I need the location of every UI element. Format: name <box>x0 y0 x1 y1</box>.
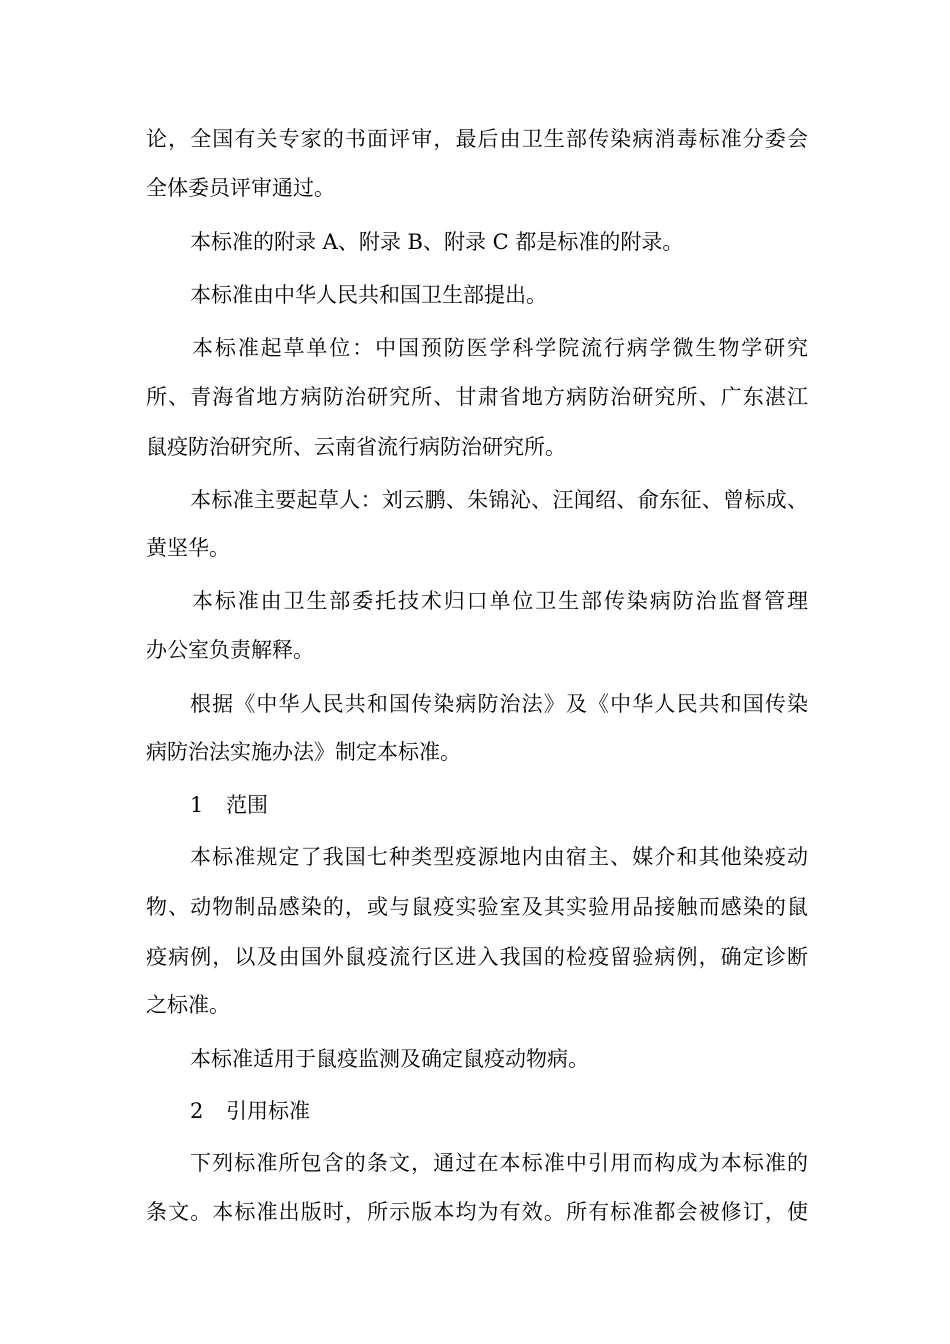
paragraph-drafters: 本标准主要起草人：刘云鹏、朱锦沁、汪闻绍、俞东征、曾标成、 <box>190 488 808 512</box>
section-heading-scope <box>190 790 808 820</box>
text-line: 全体委员评审通过。 <box>146 176 335 200</box>
paragraph-interpretation: 本标准由卫生部委托技术归口单位卫生部传染病防治监督管理 <box>192 589 808 613</box>
text-line: 黄坚华。 <box>146 536 230 560</box>
text-line: 疫病例，以及由国外鼠疫流行区进入我国的检疫留验病例，确定诊断 <box>146 945 808 969</box>
text-line: 办公室负责解释。 <box>146 638 314 662</box>
section-number: 2 <box>190 1099 204 1123</box>
paragraph-scope: 本标准规定了我国七种类型疫源地内由宿主、媒介和其他染疫动 <box>190 845 808 869</box>
text-line: 论，全国有关专家的书面评审，最后由卫生部传染病消毒标准分委会 <box>146 127 808 151</box>
paragraph-drafting-units: 本标准起草单位：中国预防医学科学院流行病学微生物学研究 <box>192 336 808 360</box>
section-title: 范围 <box>226 793 268 817</box>
text-line: 所、青海省地方病防治研究所、甘肃省地方病防治研究所、广东湛江 <box>146 385 808 409</box>
section-title: 引用标准 <box>226 1099 310 1123</box>
text-line: 鼠疫防治研究所、云南省流行病防治研究所。 <box>146 435 566 459</box>
paragraph-proposed-by: 本标准由中华人民共和国卫生部提出。 <box>190 283 547 307</box>
text-line: 病防治法实施办法》制定本标准。 <box>146 740 461 764</box>
paragraph-legal-basis: 根据《中华人民共和国传染病防治法》及《中华人民共和国传染 <box>190 692 808 716</box>
section-heading-references <box>190 1096 808 1126</box>
text-line: 条文。本标准出版时，所示版本均为有效。所有标准都会被修订，使 <box>146 1200 808 1224</box>
text-line: 之标准。 <box>146 993 230 1017</box>
paragraph-applicability: 本标准适用于鼠疫监测及确定鼠疫动物病。 <box>190 1047 589 1071</box>
paragraph-appendix: 本标准的附录 A、附录 B、附录 C 都是标准的附录。 <box>190 230 684 254</box>
text-line: 物、动物制品感染的，或与鼠疫实验室及其实验用品接触而感染的鼠 <box>146 895 808 919</box>
paragraph-references: 下列标准所包含的条文，通过在本标准中引用而构成为本标准的 <box>190 1151 808 1175</box>
section-number: 1 <box>190 793 204 817</box>
